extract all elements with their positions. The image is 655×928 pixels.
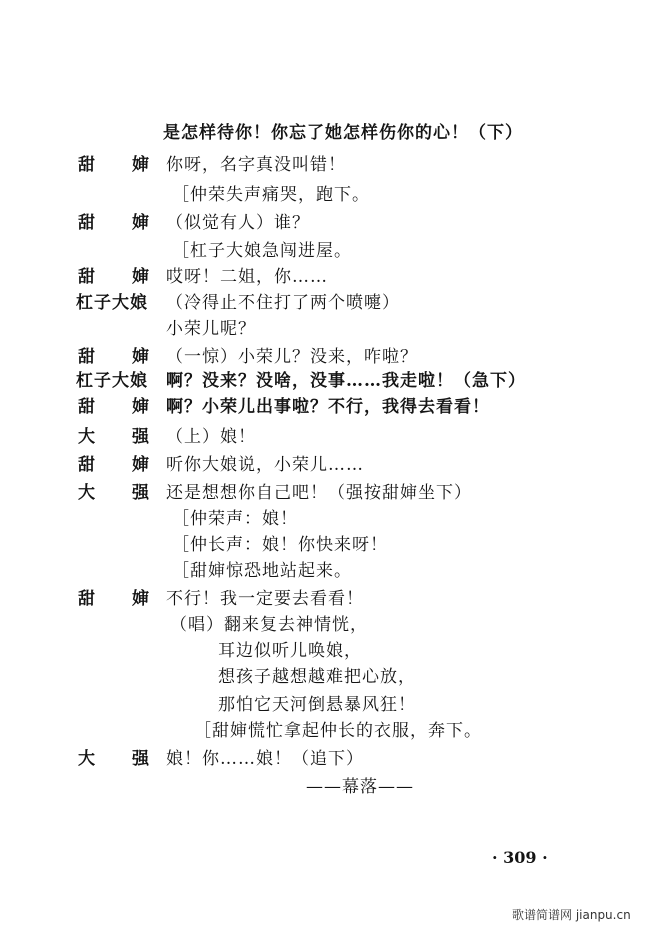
stage-direction: ［杠子大娘急闯进屋。 <box>172 241 352 261</box>
dialogue-line: 是怎样待你！你忘了她怎样伤你的心！（下） <box>163 123 523 143</box>
song-line: 耳边似听儿唤娘， <box>218 641 362 661</box>
song-line: （唱）翻来复去神情恍， <box>170 615 368 635</box>
speaker-name: 大 强 <box>78 749 150 769</box>
song-line: 那怕它天河倒悬暴风狂！ <box>218 695 416 715</box>
watermark: 歌谱简谱网 jianpu.cn <box>512 908 631 922</box>
speaker-name: 甜 婶 <box>78 267 150 287</box>
page-number: · 309 · <box>492 848 548 867</box>
speaker-name: 杠子大娘 <box>76 293 148 313</box>
dialogue-line: 哎呀！二姐，你…… <box>166 267 328 287</box>
speaker-name: 甜 婶 <box>78 213 150 233</box>
stage-direction: ［仲荣声：娘！ <box>172 509 298 529</box>
stage-direction: ［仲荣失声痛哭，跑下。 <box>172 185 370 205</box>
dialogue-line: （冷得止不住打了两个喷嚏） <box>166 293 400 313</box>
speaker-name: 大 强 <box>78 427 150 447</box>
stage-direction: ［甜婶惊恐地站起来。 <box>172 561 352 581</box>
speaker-name: 甜 婶 <box>78 455 150 475</box>
dialogue-line: 还是想想你自己吧！（强按甜婶坐下） <box>166 483 472 503</box>
curtain-line: ——幕落—— <box>306 777 414 797</box>
stage-direction: ［仲长声：娘！你快来呀！ <box>172 535 388 555</box>
dialogue-line: 不行！我一定要去看看！ <box>166 589 364 609</box>
dialogue-line: 啊？小荣儿出事啦？不行，我得去看看！ <box>166 397 490 417</box>
song-line: 想孩子越想越难把心放， <box>218 667 416 687</box>
speaker-name: 杠子大娘 <box>76 371 148 391</box>
dialogue-line: 你呀，名字真没叫错！ <box>166 155 346 175</box>
speaker-name: 大 强 <box>78 483 150 503</box>
dialogue-line: 小荣儿呢？ <box>166 319 256 339</box>
speaker-name: 甜 婶 <box>78 347 150 367</box>
stage-direction: ［甜婶慌忙拿起仲长的衣服，奔下。 <box>194 721 482 741</box>
dialogue-line: （一惊）小荣儿？没来，咋啦？ <box>166 347 418 367</box>
speaker-name: 甜 婶 <box>78 589 150 609</box>
dialogue-line: （似觉有人）谁？ <box>166 213 310 233</box>
speaker-name: 甜 婶 <box>78 397 150 417</box>
dialogue-line: 听你大娘说，小荣儿…… <box>166 455 364 475</box>
dialogue-line: 啊？没来？没啥，没事……我走啦！（急下） <box>166 371 526 391</box>
dialogue-line: 娘！你……娘！（追下） <box>166 749 364 769</box>
speaker-name: 甜 婶 <box>78 155 150 175</box>
dialogue-line: （上）娘！ <box>166 427 256 447</box>
